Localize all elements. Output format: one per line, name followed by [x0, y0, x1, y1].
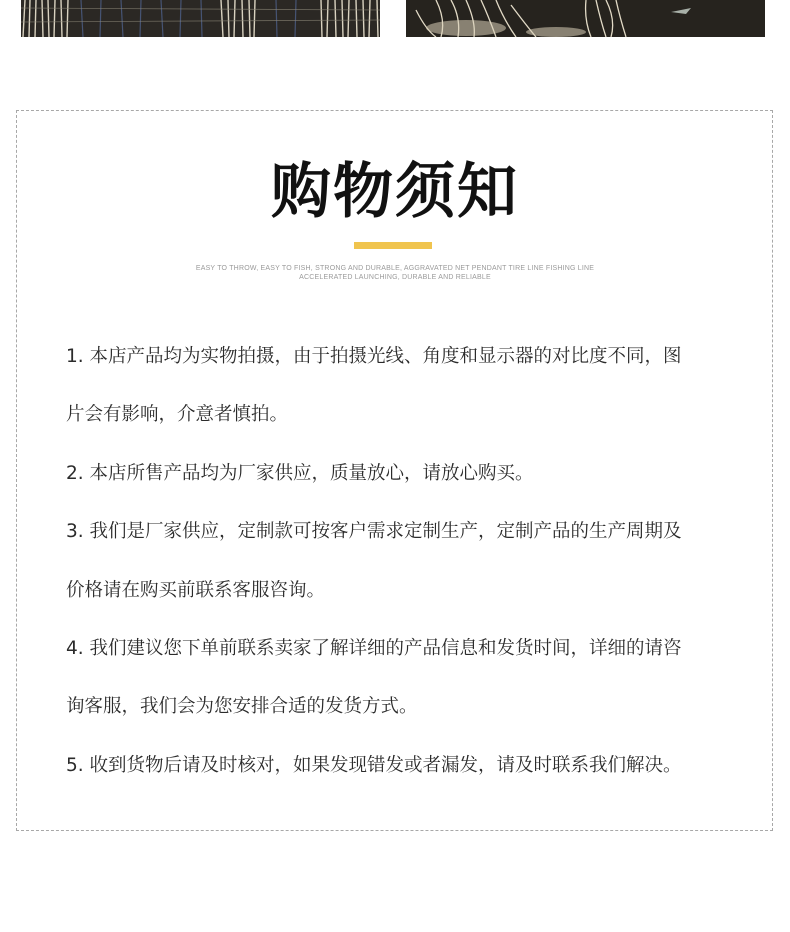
notice-line: 4. 我们建议您下单前联系卖家了解详细的产品信息和发货时间，详细的请咨 — [66, 638, 682, 659]
notice-line: 价格请在购买前联系客服咨询。 — [66, 580, 326, 601]
notice-line: 3. 我们是厂家供应，定制款可按客户需求定制生产，定制产品的生产周期及 — [66, 521, 682, 542]
fishing-net-image — [406, 0, 765, 37]
fishing-net-image — [21, 0, 380, 37]
title-accent-bar — [354, 242, 432, 249]
notice-line: 1. 本店产品均为实物拍摄，由于拍摄光线、角度和显示器的对比度不同，图 — [66, 346, 682, 367]
product-photo-right — [406, 0, 765, 37]
notice-line: 5. 收到货物后请及时核对，如果发现错发或者漏发，请及时联系我们解决。 — [66, 755, 682, 776]
product-photo-left — [21, 0, 380, 37]
notice-line: 片会有影响，介意者慎拍。 — [66, 404, 289, 425]
notice-subtitle: ACCELERATED LAUNCHING, DURABLE AND RELIABLE — [299, 274, 491, 281]
notice-title: 购物须知 — [271, 157, 519, 227]
notice-subtitle: EASY TO THROW, EASY TO FISH, STRONG AND DURABLE, AGGRAVATED NET PENDANT TIRE LINE FISHING LINE — [195, 265, 595, 272]
notice-line: 询客服，我们会为您安排合适的发货方式。 — [66, 696, 418, 717]
notice-line: 2. 本店所售产品均为厂家供应，质量放心，请放心购买。 — [66, 463, 534, 484]
